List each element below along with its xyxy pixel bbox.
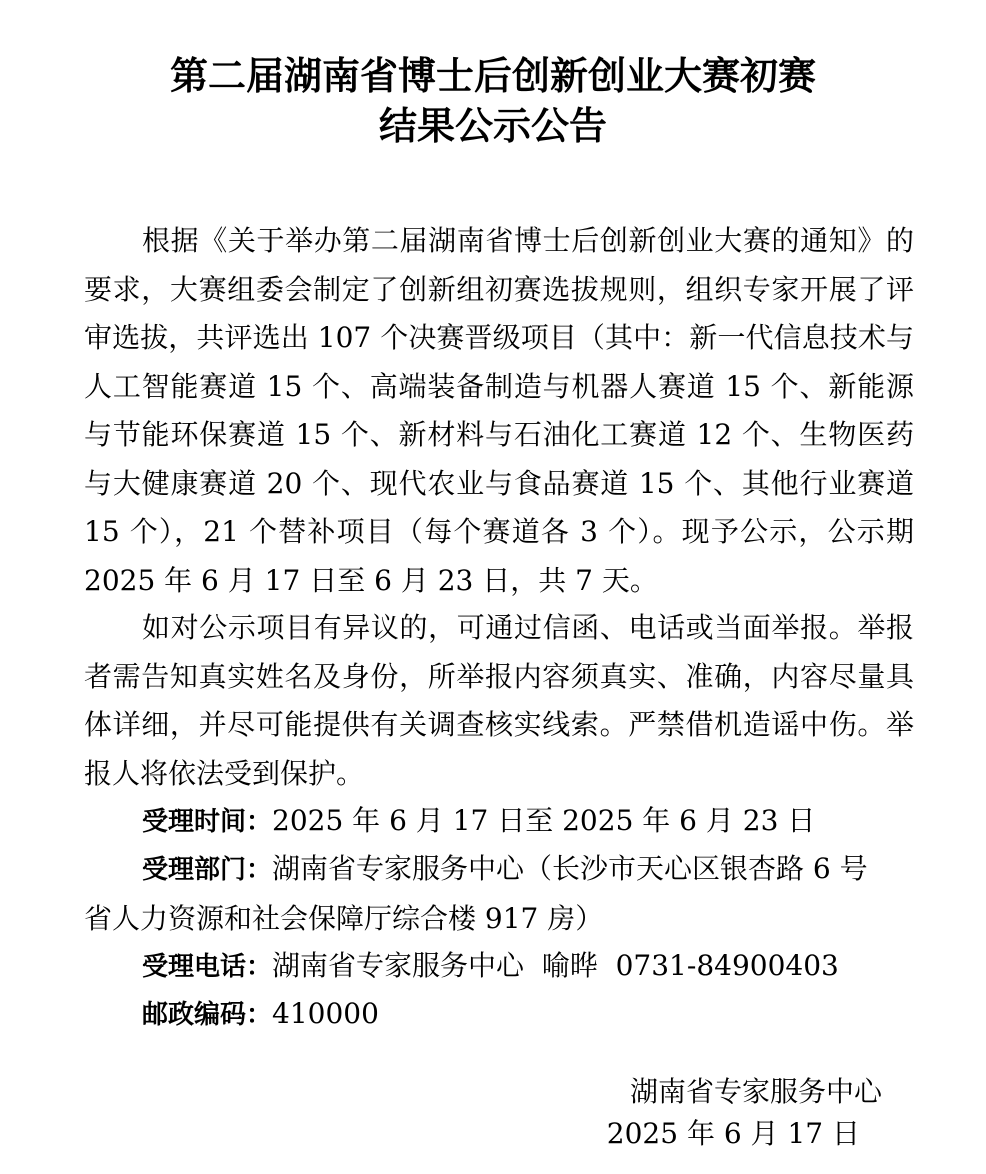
info-time (142, 797, 972, 847)
paragraph-objection: 如对公示项目有异议的，可通过信函、电话或当面举报。举报者需告知真实姓名及身份，所举报内容须真实、准确，内容尽量具体详细，并尽可能提供有关调查核实线索。严禁借机造谣中伤。举报人将依法受到保护。 (84, 611, 914, 790)
dept-value-line1: 湖南省专家服务中心（长沙市天心区银杏路 6 号 (272, 852, 868, 885)
paragraph-announcement: 根据《关于举办第二届湖南省博士后创新创业大赛的通知》的要求，大赛组委会制定了创新组初赛选拔规则，组织专家开展了评审选拔，共评选出 107 个决赛晋级项目（其中：新一代信息技术与人工智能赛道 15 个、高端装备制造与机器人赛道 15 个、新能源与节能环保赛道 15 个、新材料与石油化工赛道 12 个、生物医药与大健康赛道 20 个、现代农业与食品赛道 15 个、其他行业赛道 15 个），21 个替补项目（每个赛道各 3 个）。现予公示，公示期 2025 年 6 月 17 日至 6 月 23 日，共 7 天。 (84, 224, 914, 597)
title-line-1: 第二届湖南省博士后创新创业大赛初赛 (169, 53, 816, 98)
postal-label: 邮政编码： (142, 1000, 273, 1030)
time-label: 受理时间： (142, 807, 273, 837)
signature-date: 2025 年 6 月 17 日 (606, 1117, 860, 1150)
phone-label: 受理电话： (142, 952, 273, 982)
dept-value-line2: 省人力资源和社会保障厅综合楼 917 房） (84, 901, 604, 935)
phone-value: 湖南省专家服务中心 喻晔 0731-84900403 (272, 949, 839, 982)
postal-value: 410000 (272, 997, 379, 1030)
info-postal (142, 990, 972, 1040)
title-line-2: 结果公示公告 (378, 103, 607, 148)
time-value: 2025 年 6 月 17 日至 2025 年 6 月 23 日 (272, 804, 816, 837)
info-phone (142, 942, 972, 992)
dept-label: 受理部门： (142, 855, 273, 885)
signature-org: 湖南省专家服务中心 (629, 1075, 882, 1108)
info-department (84, 845, 914, 943)
